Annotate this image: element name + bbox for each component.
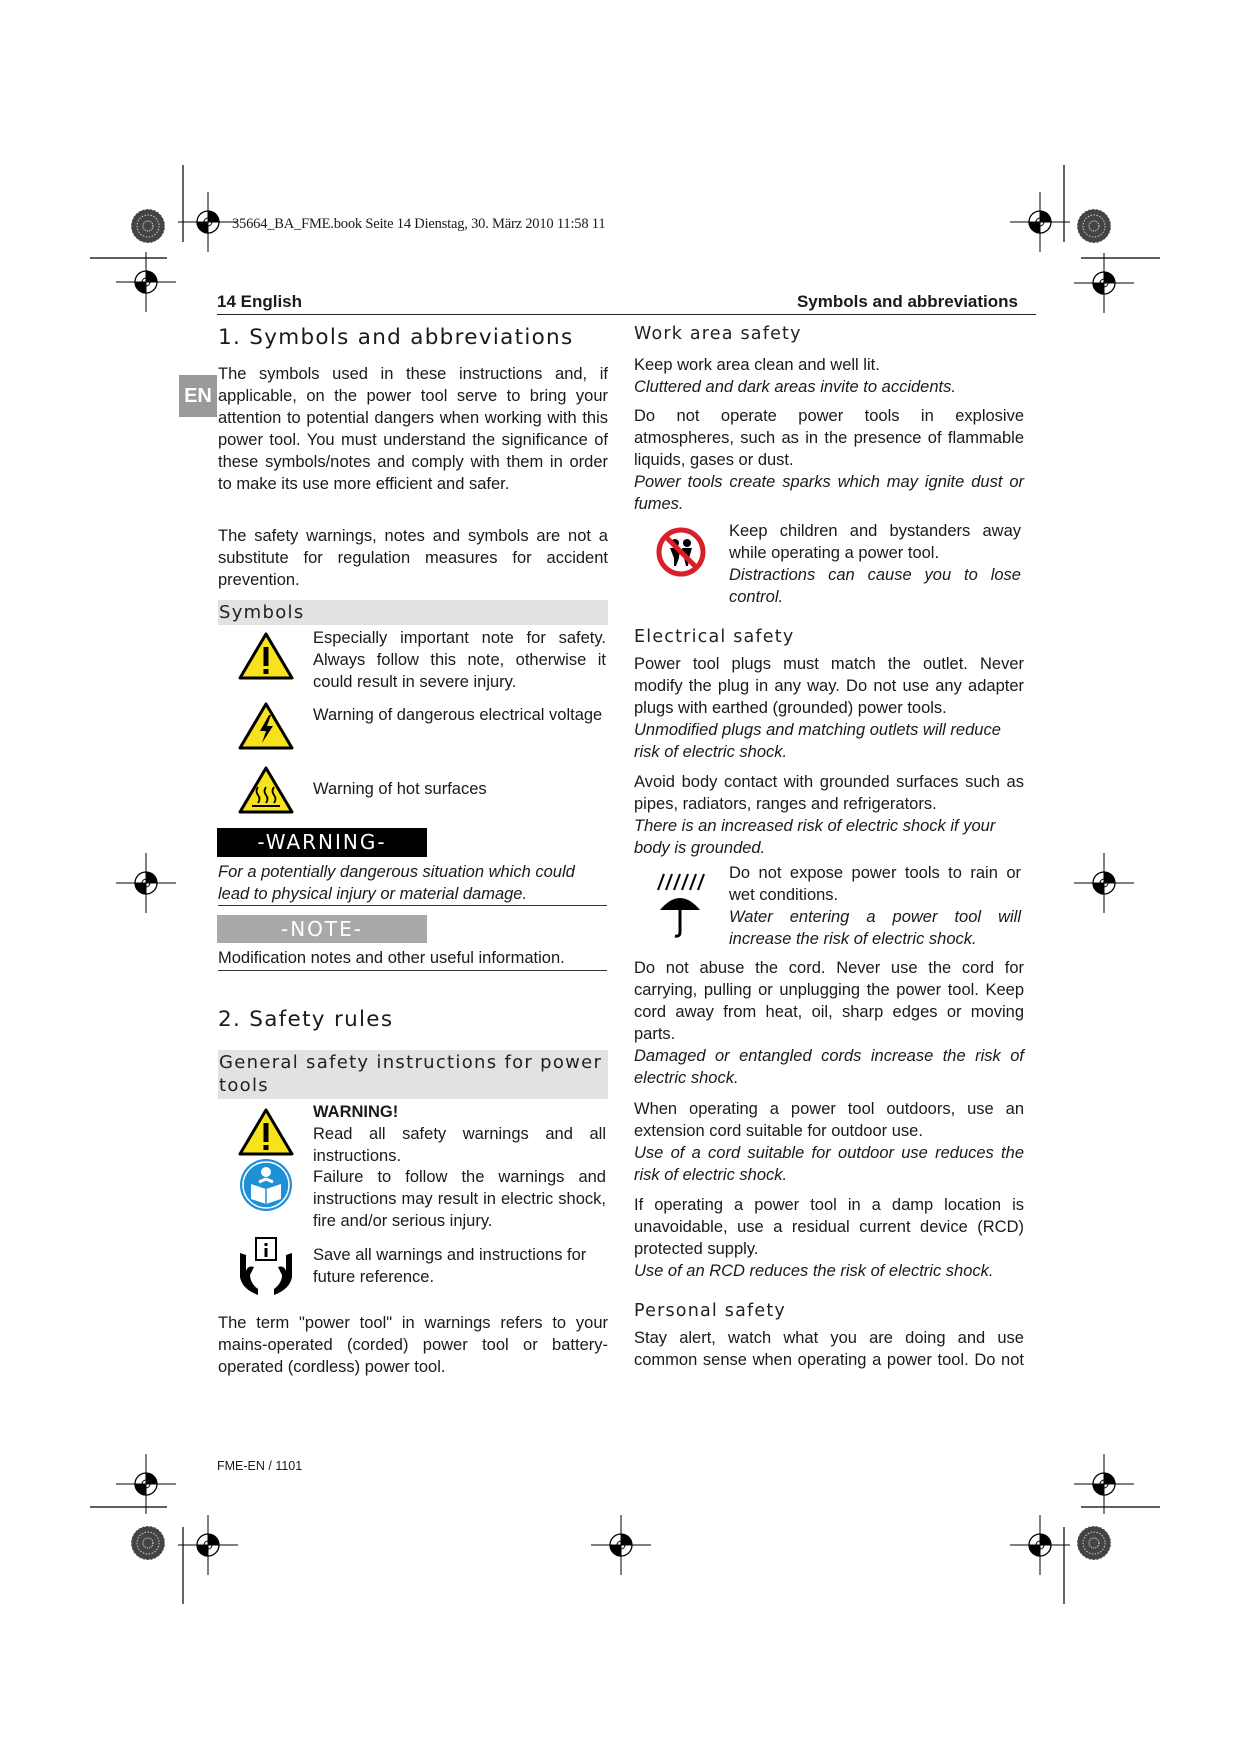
warning-rule	[218, 905, 607, 906]
language-tab: EN	[179, 375, 217, 417]
rule-text: Keep work area clean and well lit.	[634, 356, 880, 374]
read-manual-icon	[239, 1158, 293, 1212]
rule-consequence: Water entering a power tool will increase the risk of electric shock.	[729, 908, 1021, 948]
rule-text: Avoid body contact with grounded surfaces such as pipes, radiators, ranges and refrigerators.	[634, 773, 1024, 813]
file-info: 35664_BA_FME.book Seite 14 Dienstag, 30. März 2010 11:58 11	[232, 216, 606, 232]
rule-text: Do not operate power tools in explosive atmospheres, such as in the presence of flammable liquids, gases or dust.	[634, 407, 1024, 469]
rule-consequence: Use of an RCD reduces the risk of electric shock.	[634, 1262, 994, 1280]
warning-triangle-icon	[238, 1107, 294, 1157]
cord-rule	[634, 957, 1024, 1089]
keep-children-away-icon	[655, 526, 707, 578]
section-1-title: 1. Symbols and abbreviations	[218, 325, 574, 350]
electrical-rule-2	[634, 771, 1024, 859]
electrical-safety-heading: Electrical safety	[634, 627, 795, 647]
work-area-heading: Work area safety	[634, 324, 802, 344]
page-footer: FME-EN / 1101	[217, 1459, 303, 1473]
hot-surface-icon	[238, 765, 294, 815]
rule-consequence: There is an increased risk of electric shock if your body is grounded.	[634, 817, 996, 857]
symbols-heading: Symbols	[218, 600, 608, 625]
rule-consequence: Use of a cord suitable for outdoor use reduces the risk of electric shock.	[634, 1144, 1024, 1184]
symbol-text-voltage: Warning of dangerous electrical voltage	[313, 706, 603, 724]
intro-paragraph-2: The safety warnings, notes and symbols are not a substitute for regulation measures for accident prevention.	[218, 527, 608, 589]
warning-read-text: Read all safety warnings and all instructions.	[313, 1125, 606, 1165]
rule-text: Do not abuse the cord. Never use the cord for carrying, pulling or unplugging the power tool. Keep cord away from heat, oil, sharp edges or moving parts.	[634, 959, 1024, 1043]
save-instructions-icon	[236, 1237, 296, 1299]
rule-consequence: Unmodified plugs and matching outlets will reduce risk of electric shock.	[634, 721, 1001, 761]
work-area-rule-1	[634, 354, 1024, 398]
rule-text: Power tool plugs must match the outlet. Never modify the plug in any way. Do not use any adapter plugs with earthed (grounded) power tools.	[634, 655, 1024, 717]
header-left: 14 English	[217, 292, 303, 311]
note-label: -NOTE-	[217, 915, 427, 943]
rule-text: When operating a power tool outdoors, use an extension cord suitable for outdoor use.	[634, 1100, 1024, 1140]
symbol-text-safety: Especially important note for safety. Always follow this note, otherwise it could result in severe injury.	[313, 629, 606, 691]
warning-triangle-icon	[238, 631, 294, 681]
rule-text: If operating a power tool in a damp location is unavoidable, use a residual current device (RCD) protected supply.	[634, 1196, 1024, 1258]
damp-location-rule	[634, 1194, 1024, 1282]
note-description: Modification notes and other useful information.	[218, 949, 565, 967]
rain-umbrella-icon	[656, 870, 706, 940]
rule-consequence: Power tools create sparks which may ignite dust or fumes.	[634, 473, 1024, 513]
rain-rule	[729, 862, 1021, 950]
rule-text: Do not expose power tools to rain or wet conditions.	[729, 864, 1021, 904]
personal-rule-1: Stay alert, watch what you are doing and use common sense when operating a power tool. Do not	[634, 1329, 1024, 1369]
running-header	[217, 292, 1027, 316]
keep-children-rule	[729, 520, 1021, 608]
electric-voltage-icon	[238, 701, 294, 751]
warning-label: -WARNING-	[217, 828, 427, 857]
power-tool-term: The term "power tool" in warnings refers to your mains-operated (corded) power tool or battery-operated (cordless) power tool.	[218, 1314, 608, 1376]
header-right: Symbols and abbreviations	[796, 292, 1018, 311]
warning-failure-text: Failure to follow the warnings and instructions may result in electric shock, fire and/or serious injury.	[313, 1168, 606, 1230]
personal-safety-heading: Personal safety	[634, 1301, 786, 1321]
general-safety-heading: General safety instructions for power tools	[218, 1050, 608, 1099]
electrical-rule-1	[634, 653, 1024, 763]
warning-description: For a potentially dangerous situation which could lead to physical injury or material damage.	[218, 863, 575, 903]
note-rule	[218, 970, 607, 971]
intro-paragraph: The symbols used in these instructions and, if applicable, on the power tool serve to bring your attention to potential dangers when working with this power tool. You must understand the significance of these symbols/notes and comply with them in order to make its use more efficient and safer.	[218, 365, 608, 493]
save-instructions-text: Save all warnings and instructions for future reference.	[313, 1246, 587, 1286]
outdoor-rule	[634, 1098, 1024, 1186]
section-2-title: 2. Safety rules	[218, 1007, 394, 1032]
work-area-rule-2	[634, 405, 1024, 515]
symbol-text-hot: Warning of hot surfaces	[313, 780, 487, 798]
rule-consequence: Cluttered and dark areas invite to accidents.	[634, 378, 956, 396]
header-rule	[217, 314, 1036, 315]
rule-text: Keep children and bystanders away while operating a power tool.	[729, 522, 1021, 562]
warning-bold-label: WARNING!	[313, 1103, 399, 1121]
rule-consequence: Distractions can cause you to lose control.	[729, 566, 1021, 606]
rule-consequence: Damaged or entangled cords increase the risk of electric shock.	[634, 1047, 1024, 1087]
